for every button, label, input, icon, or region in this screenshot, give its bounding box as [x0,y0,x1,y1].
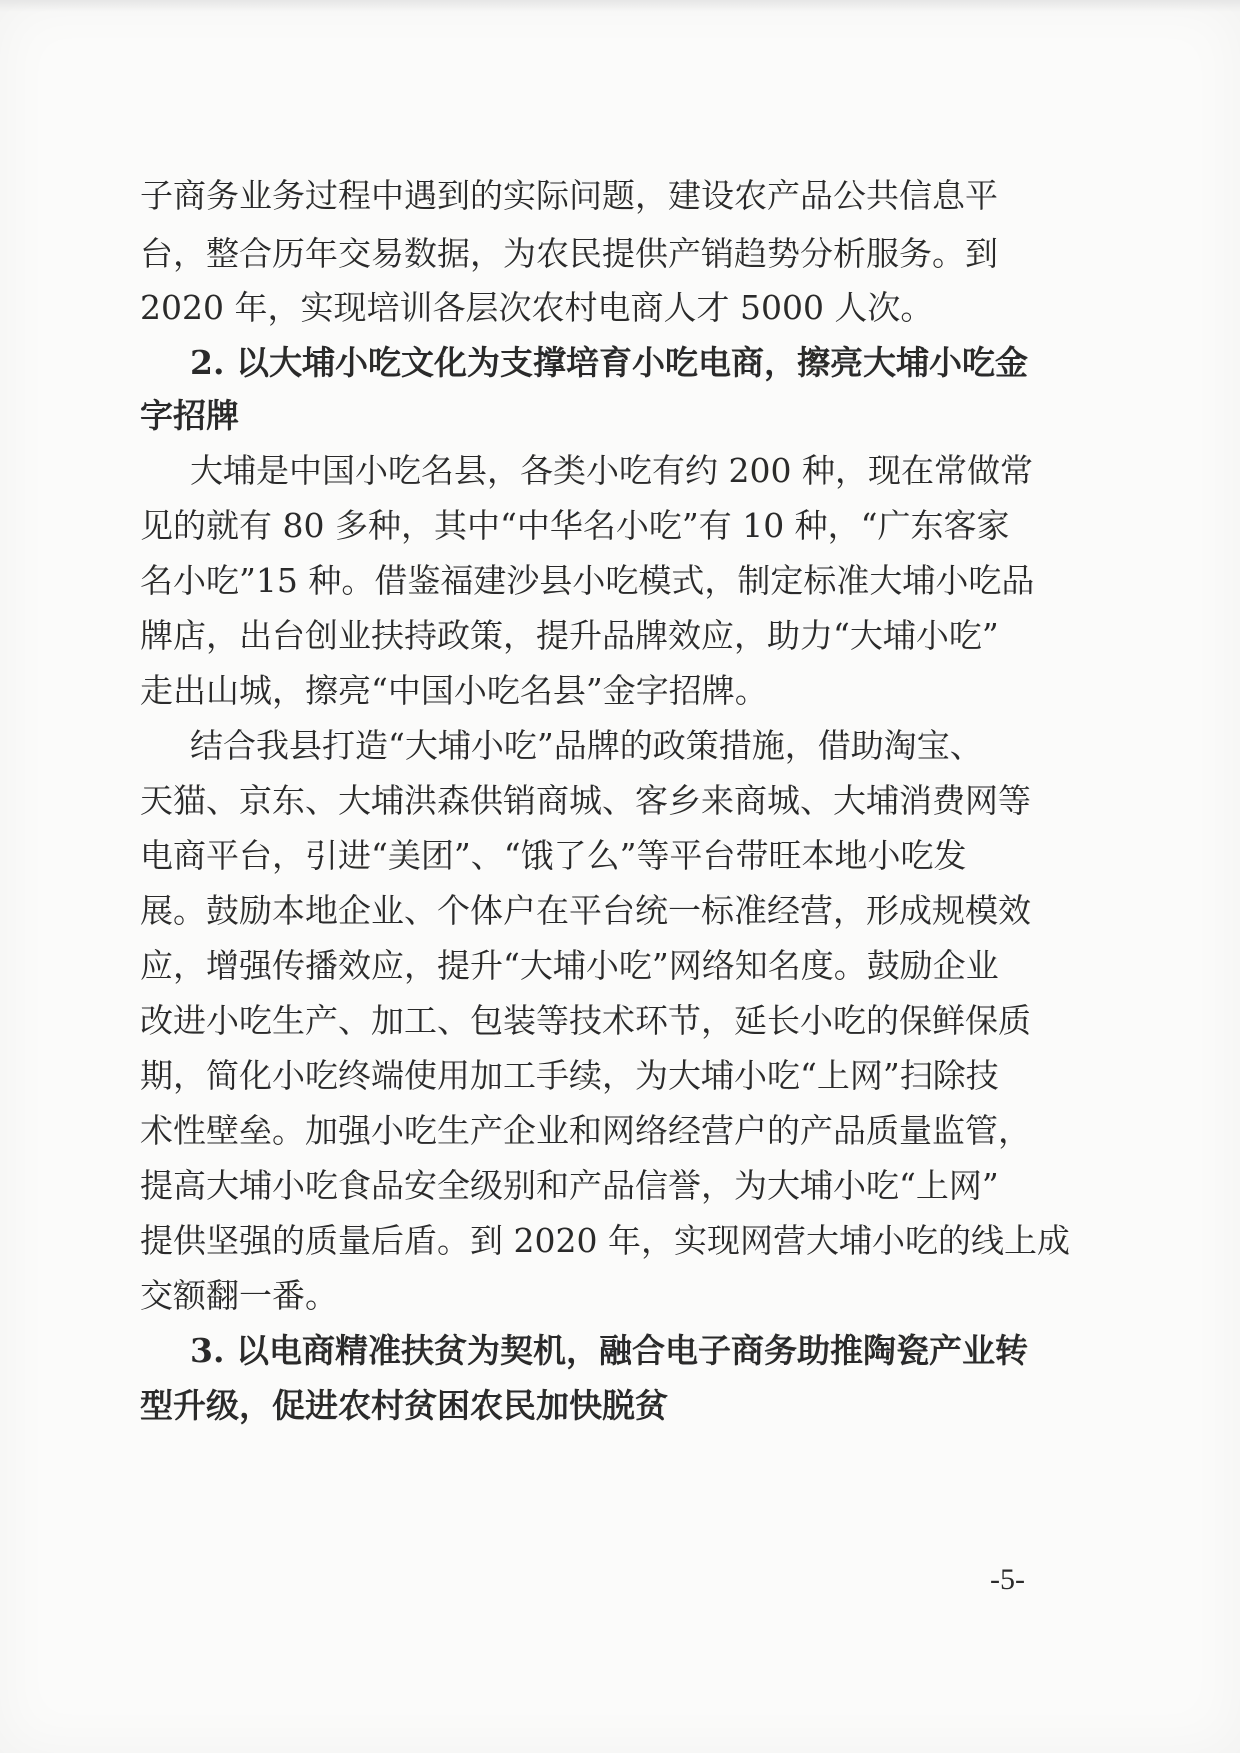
section-heading-3-line-2: 型升级，促进农村贫困农民加快脱贫 [140,1386,668,1425]
body-line-13: 电商平台，引进“美团”、“饿了么”等平台带旺本地小吃发 [140,836,967,875]
scan-edge [0,0,1240,12]
body-line-9: 牌店，出台创业扶持政策，提升品牌效应，助力“大埔小吃” [140,616,999,655]
body-line-18: 术性壁垒。加强小吃生产企业和网络经营户的产品质量监管， [140,1111,1031,1150]
body-line-12: 天猫、京东、大埔洪森供销商城、客乡来商城、大埔消费网等 [140,781,1031,820]
body-line-16: 改进小吃生产、加工、包装等技术环节，延长小吃的保鲜保质 [140,1001,1031,1040]
body-line-15: 应，增强传播效应，提升“大埔小吃”网络知名度。鼓励企业 [140,946,999,985]
body-line-10: 走出山城，擦亮“中国小吃名县”金字招牌。 [140,671,768,710]
section-heading-3-line-1: 3. 以电商精准扶贫为契机，融合电子商务助推陶瓷产业转 [190,1331,1028,1370]
body-line-21: 交额翻一番。 [140,1276,338,1315]
body-line-7: 见的就有 80 多种，其中“中华名小吃”有 10 种，“广东客家 [140,506,1010,545]
body-line-1: 子商务业务过程中遇到的实际问题，建设农产品公共信息平 [140,176,998,215]
body-line-11: 结合我县打造“大埔小吃”品牌的政策措施，借助淘宝、 [190,726,983,765]
body-line-19: 提高大埔小吃食品安全级别和产品信誉，为大埔小吃“上网” [140,1166,999,1205]
body-line-6: 大埔是中国小吃名县，各类小吃有约 200 种，现在常做常 [190,451,1033,490]
body-line-3: 2020 年，实现培训各层次农村电商人才 5000 人次。 [140,288,934,327]
body-line-20: 提供坚强的质量后盾。到 2020 年，实现网营大埔小吃的线上成 [140,1221,1070,1260]
page-number: -5- [990,1563,1025,1596]
body-line-17: 期，简化小吃终端使用加工手续，为大埔小吃“上网”扫除技 [140,1056,999,1095]
section-heading-2-line-2: 字招牌 [140,396,239,435]
body-line-14: 展。鼓励本地企业、个体户在平台统一标准经营，形成规模效 [140,891,1031,930]
body-line-8: 名小吃”15 种。借鉴福建沙县小吃模式，制定标准大埔小吃品 [140,561,1035,600]
section-heading-2-line-1: 2. 以大埔小吃文化为支撑培育小吃电商，擦亮大埔小吃金 [190,343,1028,382]
body-line-2: 台，整合历年交易数据，为农民提供产销趋势分析服务。到 [140,234,998,273]
